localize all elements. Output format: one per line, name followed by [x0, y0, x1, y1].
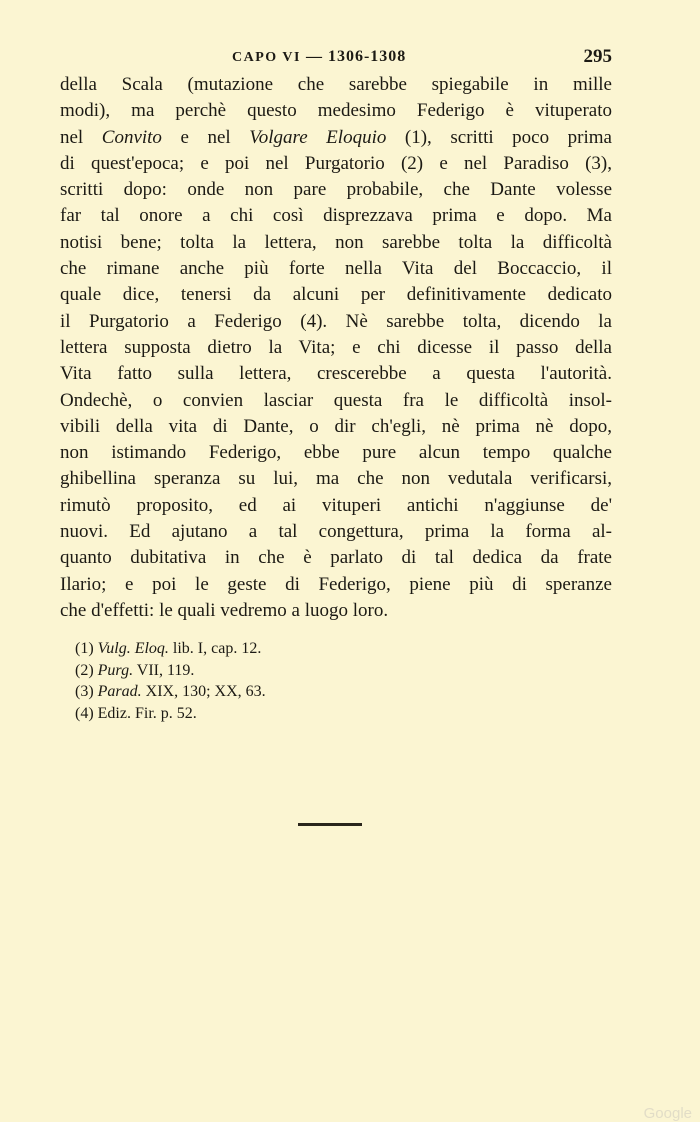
page-number: 295 [583, 46, 612, 67]
text-line: lettera supposta dietro la Vita; e chi dicesse il passo della [60, 336, 612, 358]
text-line: rimutò proposito, ed ai vituperi antichi n'aggiunse de' [60, 494, 612, 516]
text-line: vibili della vita di Dante, o dir ch'egli, nè prima nè dopo, [60, 415, 612, 437]
text-line: non istimando Federigo, ebbe pure alcun tempo qualche [60, 442, 612, 464]
section-end-rule [298, 823, 362, 826]
footnote-ref: XIX, 130; XX, 63. [145, 683, 266, 700]
scan-watermark: Google [643, 1105, 692, 1122]
text-line: Ilario; e poi le geste di Federigo, piene più di speranze [60, 573, 612, 595]
footnote-number: (3) [75, 683, 94, 700]
text-line: ghibellina speranza su lui, ma che non vedutala verificarsi, [60, 468, 612, 490]
footnote-number: (1) [75, 640, 94, 657]
footnote-title: Vulg. Eloq. [97, 640, 169, 657]
footnote-4 [75, 703, 475, 725]
chapter-years: 1306-1308 [327, 48, 407, 65]
text-line: Ondechè, o convien lasciar questa fra le difficoltà insol- [60, 389, 612, 411]
footnote-title: Purg. [97, 661, 134, 679]
text-line: nuovi. Ed ajutano a tal congettura, prima la forma al- [60, 521, 612, 543]
header-dash: — [305, 48, 328, 65]
header-chapter [232, 48, 406, 66]
chapter-label: CAPO VI [232, 50, 301, 65]
footnote-ref: Ediz. Fir. p. 52. [97, 704, 197, 722]
text-line: quale dice, tenersi da alcuni per definitivamente dedicato [60, 284, 612, 306]
text-line: Vita fatto sulla lettera, crescerebbe a questa l'autorità. [60, 363, 612, 385]
footnote-ref: lib. I, cap. 12. [172, 640, 262, 657]
footnotes [75, 638, 475, 724]
text-line: di quest'epoca; e poi nel Purgatorio (2) e nel Paradiso (3), [60, 152, 612, 174]
running-header [232, 40, 612, 72]
text-line: nel Convito e nel Volgare Eloquio (1), scritti poco prima [60, 126, 612, 148]
footnote-3 [75, 681, 475, 703]
text-line: il Purgatorio a Federigo (4). Nè sarebbe tolta, dicendo la [60, 310, 612, 332]
body-paragraph [60, 72, 612, 624]
footnote-ref: VII, 119. [136, 661, 195, 679]
footnote-title: Parad. [97, 683, 142, 700]
text-line: notisi bene; tolta la lettera, non sarebbe tolta la difficoltà [60, 231, 612, 253]
footnote-number: (2) [75, 661, 94, 679]
text-line: che rimane anche più forte nella Vita del Boccaccio, il [60, 258, 612, 280]
text-line: modi), ma perchè questo medesimo Federigo è vituperato [60, 100, 612, 122]
text-line: che d'effetti: le quali vedremo a luogo loro. [60, 599, 389, 621]
footnote-number: (4) [75, 704, 94, 722]
text-line: della Scala (mutazione che sarebbe spiegabile in mille [60, 74, 612, 95]
text-line: far tal onore a chi così disprezzava prima e dopo. Ma [60, 205, 612, 227]
footnote-2 [75, 660, 475, 682]
footnote-1 [75, 638, 475, 660]
text-line: quanto dubitativa in che è parlato di tal dedica da frate [60, 547, 612, 569]
text-line: scritti dopo: onde non pare probabile, che Dante volesse [60, 179, 612, 201]
